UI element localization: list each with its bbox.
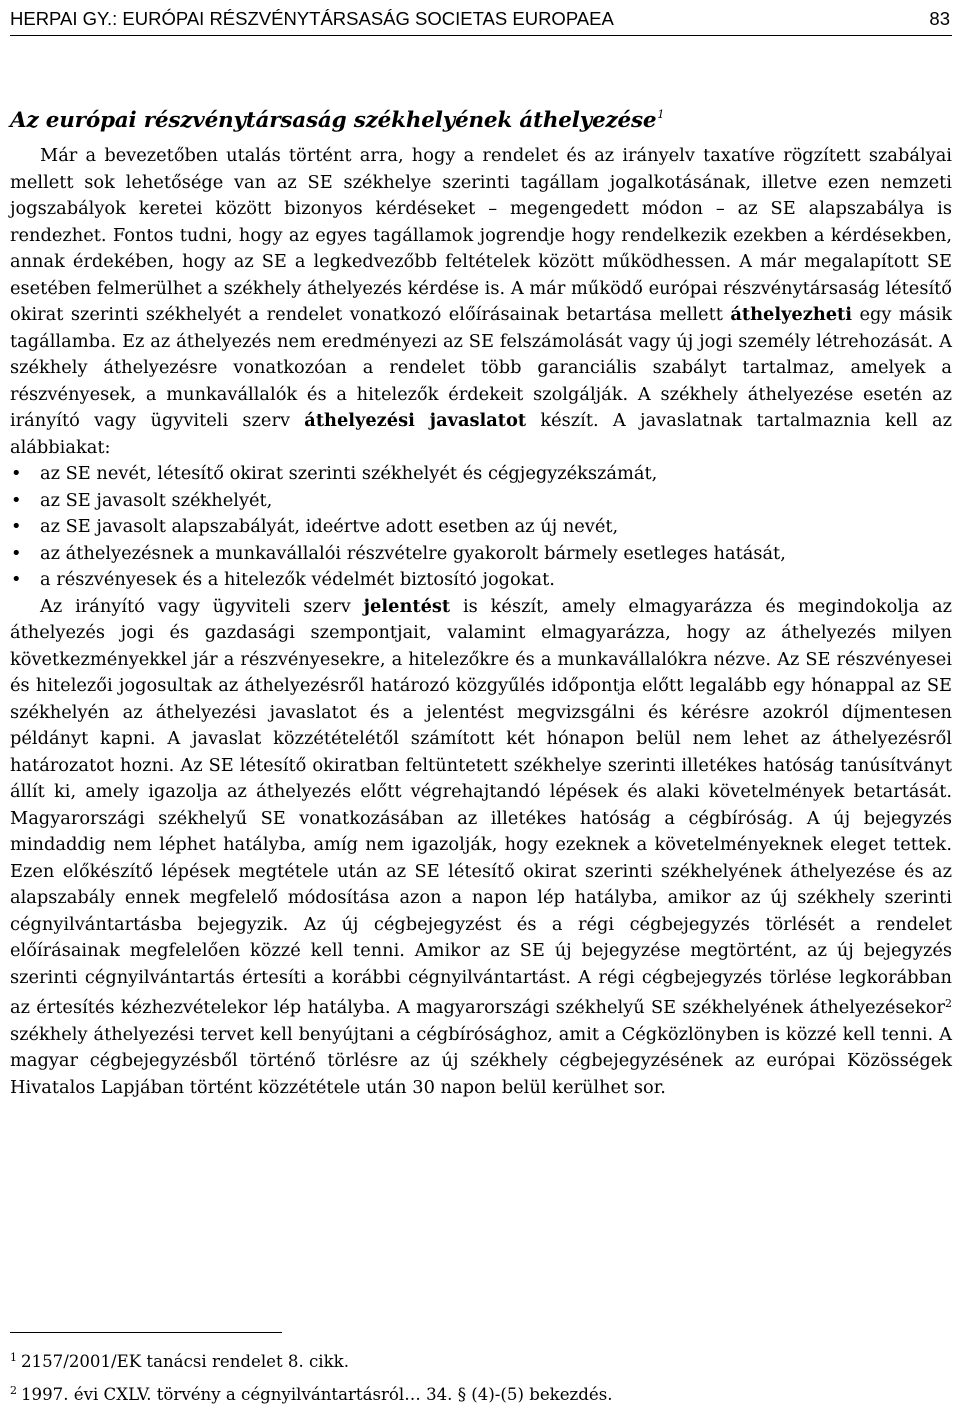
paragraph [10,143,952,461]
bullet-icon: • [11,463,22,484]
footnote [10,1376,613,1409]
section-title [10,100,664,136]
paragraph-text: Az irányító vagy ügyviteli szerv [40,595,364,617]
header-divider [10,35,952,36]
paragraph-text: Már a bevezetőben utalás történt arra, hogy a rendelet és az irányelv taxatíve rögzített szabályai mellett sok lehetősége van az SE székhelye szerinti tagállam jogalkotásának, illetve ezen nemzeti jogszabályok keretei között bizonyos kérdéseket – megengedett módon – az SE alapszabálya is rendezhet. Fontos tudni, hogy az egyes tagállamok jogrendje hogy rendelkezik ezekben a kérdésekben, annak érdekében, hogy az SE a legkedvezőbb feltételek között működhessen. A már megalapított SE esetében felmerülhet a székhely áthelyezés kérdése is. A már működő európai részvénytársaság létesítő okirat szerinti székhelyét a rendelet vonatkozó előírásainak betartása mellett [10,145,952,325]
section-title-text: Az európai részvénytársaság székhelyének áthelyezése [10,108,657,133]
paragraph-text: székhely áthelyezési tervet kell benyújtani a cégbírósághoz, amit a Cégközlönyben is közzé kell tenni. A magyar cégbejegyzésből történő törlésre az új székhely cégbejegyzésének az európai Közösségek Hivatalos Lapjában történt közzététele után 30 napon belül kerülhet sor. [10,1023,952,1098]
bullet-icon: • [11,489,22,511]
paragraph-text: egy másik tagállamba. Ez az áthelyezés nem eredményezi az SE felszámolását vagy új jogi személy létrehozását. A székhely áthelyezésre vonatkozóan a rendelet több garanciális szabályt tartalmaz, amelyek a részvényesek, a munkavállalók és a hitelezők érdekeit szolgálják. A székhely áthelyezése esetén az irányító vagy ügyviteli szerv [10,304,952,431]
footnote-ref[interactable]: 2 [945,997,952,1010]
list-item-text: az SE javasolt alapszabályát, ideértve adott esetben az új nevét, [40,516,619,537]
list-item-text: az áthelyezésnek a munkavállalói részvételre gyakorolt bármely esetleges hatását, [40,542,786,564]
running-header [10,4,952,34]
document-page [10,0,952,1404]
footnote-text: 2157/2001/EK tanácsi rendelet 8. cikk. [21,1352,350,1371]
paragraph [10,594,952,1102]
list-item [10,541,952,568]
section-title-footnote-ref[interactable]: 1 [657,108,665,121]
list-item [10,567,952,594]
requirements-list [10,461,952,594]
footnotes [10,1343,613,1409]
page-number: 83 [929,8,950,29]
list-item [10,488,952,515]
paragraph-text: is készít, amely elmagyarázza és megindokolja az áthelyezés jogi és gazdasági szempontjait, valamint elmagyarázza, hogy az áthelyezés milyen következményekkel jár a részvényesekre, a hitelezőkre és a munkavállalókra nézve. Az SE részvényesei és hitelezői jogosultak az áthelyezésről határozó közgyűlés időpontja előtt legalább egy hónappal az SE székhelyén az áthelyezési javaslatot és a jelentést megvizsgálni és kérésre azokról díjmentesen példányt kapni. A javaslat közzétételétől számított két hónapon belül nem lehet az áthelyezésről határozatot hozni. Az SE létesítő okiratban feltüntetett székhelye szerinti illetékes hatóság tanúsítványt állít ki, amely igazolja az áthelyezés előtt végrehajtandó lépések és alaki követelmények betartását. Magyarországi székhelyű SE vonatkozásában az illetékes hatóság a cégbíróság. A új bejegyzés mindaddig nem léphet hatályba, amíg nem igazolják, hogy ezeknek a követelményeknek eleget tettek. Ezen előkészítő lépések megtétele után az SE létesítő okirat szerinti székhelyének áthelyezése és az alapszabály ennek megfelelő módosítása azon a napon lép hatályba, amikor az új székhely szerinti cégnyilvántartásba bejegyzik. Az új cégbejegyzést és a régi cégbejegyzés törlését a rendelet előírásainak megfelelően közzé kell tenni. Amikor az SE új bejegyzése megtörtént, az új bejegyzés szerinti cégnyilvántartás értesíti a korábbi cégnyilvántartást. A régi cégbejegyzés törlése legkorábban az értesítés kézhezvételekor lép hatályba. A magyarországi székhelyű SE székhelyének áthelyezésekor [10,595,952,1018]
emphasis-text: jelentést [363,595,451,617]
emphasis-text: áthelyezheti [730,304,853,325]
bullet-icon: • [11,542,22,564]
bullet-icon: • [11,516,22,537]
footnote-text: 1997. évi CXLV. törvény a cégnyilvántartásról… 34. § (4)-(5) bekezdés. [21,1385,613,1404]
paragraph-text: készít. A javaslatnak tartalmaznia kell az alábbiakat: [10,410,952,458]
footnote-mark: 1 [10,1351,17,1364]
list-item-text: az SE nevét, létesítő okirat szerinti székhelyét és cégjegyzékszámát, [40,463,658,484]
running-header-title: HERPAI GY.: EURÓPAI RÉSZVÉNYTÁRSASÁG SOCIETAS EUROPAEA [10,8,614,29]
body-text [10,143,952,1101]
list-item [10,461,952,488]
emphasis-text: áthelyezési javaslatot [304,410,527,431]
bullet-icon: • [11,569,22,590]
footnote [10,1343,613,1376]
list-item [10,514,952,541]
list-item-text: a részvényesek és a hitelezők védelmét biztosító jogokat. [40,569,555,590]
footnote-divider [10,1332,282,1333]
list-item-text: az SE javasolt székhelyét, [40,489,273,511]
footnote-mark: 2 [10,1384,17,1397]
